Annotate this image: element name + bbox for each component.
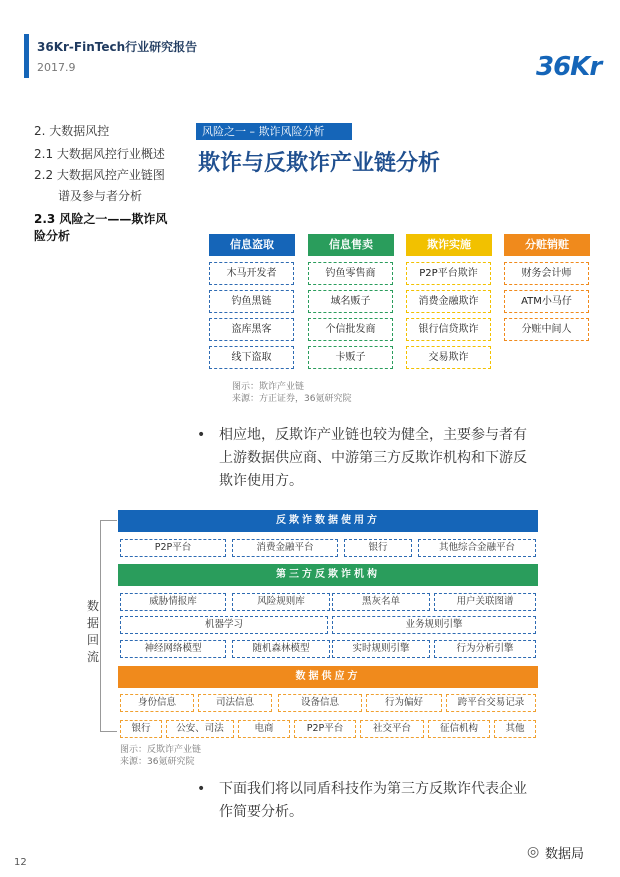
user-cell: 消费金融平台 xyxy=(232,539,338,557)
fraud-cell: P2P平台欺诈 xyxy=(406,262,491,285)
supplier-cell: 银行 xyxy=(120,720,162,738)
36kr-logo: 36Kr xyxy=(536,52,602,82)
figure-caption: 图示：反欺诈产业链 xyxy=(120,745,202,755)
user-cell: 银行 xyxy=(344,539,412,557)
agency-cell: 机器学习 xyxy=(120,616,328,634)
fraud-column-head: 欺诈实施 xyxy=(406,234,492,256)
figure-caption: 图示：欺诈产业链 xyxy=(232,382,305,392)
supplier-cell: 跨平台交易记录 xyxy=(446,694,536,712)
supplier-cell: 身份信息 xyxy=(120,694,194,712)
fraud-cell: 域名贩子 xyxy=(308,290,393,313)
bullet-line: 上游数据供应商、中游第三方反欺诈机构和下游反 xyxy=(219,450,527,466)
toc-item[interactable]: 2.1 大数据风控行业概述 xyxy=(34,147,165,161)
bullet-dot-icon: • xyxy=(197,427,206,443)
fraud-cell: 卡贩子 xyxy=(308,346,393,369)
fraud-cell: 分赃中间人 xyxy=(504,318,589,341)
toc-item-active[interactable]: 险分析 xyxy=(34,229,71,243)
agency-cell: 黑灰名单 xyxy=(332,593,430,611)
bullet-line: 作简要分析。 xyxy=(219,804,303,820)
section-tag: 风险之一 – 欺诈风险分析 xyxy=(196,123,352,140)
band-third-party: 第三方反欺诈机构 xyxy=(118,564,538,586)
agency-cell: 随机森林模型 xyxy=(232,640,330,658)
band-data-suppliers: 数据供应方 xyxy=(118,666,538,688)
bullet-paragraph xyxy=(197,778,547,824)
agency-cell: 实时规则引擎 xyxy=(332,640,430,658)
fraud-column-head: 信息盗取 xyxy=(209,234,295,256)
fraud-cell: 交易欺诈 xyxy=(406,346,491,369)
data-loop-label: 数 据 回 流 xyxy=(86,599,99,664)
wechat-account: 数据局 xyxy=(545,847,585,862)
wechat-icon: ◎ xyxy=(527,844,540,860)
user-cell: P2P平台 xyxy=(120,539,226,557)
fraud-cell: 消费金融欺诈 xyxy=(406,290,491,313)
data-loop-bracket xyxy=(100,520,117,732)
fraud-cell: 银行信贷欺诈 xyxy=(406,318,491,341)
fraud-cell: 钓鱼黑链 xyxy=(209,290,294,313)
fraud-cell: 盗库黑客 xyxy=(209,318,294,341)
header-accent-bar xyxy=(24,34,29,78)
supplier-cell: 行为偏好 xyxy=(366,694,442,712)
bullet-line: 欺诈使用方。 xyxy=(219,473,303,489)
fraud-cell: 财务会计师 xyxy=(504,262,589,285)
toc-item[interactable]: 2. 大数据风控 xyxy=(34,124,110,138)
page-number: 12 xyxy=(14,857,27,868)
agency-cell: 行为分析引擎 xyxy=(434,640,536,658)
report-title: 36Kr-FinTech行业研究报告 xyxy=(37,40,198,54)
agency-cell: 用户关联图谱 xyxy=(434,593,536,611)
bullet-line: 下面我们将以同盾科技作为第三方反欺诈代表企业 xyxy=(219,781,527,797)
agency-cell: 神经网络模型 xyxy=(120,640,226,658)
band-data-users: 反欺诈数据使用方 xyxy=(118,510,538,532)
bullet-line: 相应地，反欺诈产业链也较为健全，主要参与者有 xyxy=(219,427,527,443)
toc-item[interactable]: 谱及参与者分析 xyxy=(58,189,143,203)
agency-cell: 业务规则引擎 xyxy=(332,616,536,634)
supplier-cell: 公安、司法 xyxy=(166,720,234,738)
fraud-column-head: 分赃销赃 xyxy=(504,234,590,256)
fraud-cell: 线下盗取 xyxy=(209,346,294,369)
supplier-cell: 电商 xyxy=(238,720,290,738)
bullet-dot-icon: • xyxy=(197,781,206,797)
supplier-cell: 司法信息 xyxy=(198,694,272,712)
bullet-paragraph xyxy=(197,424,547,493)
toc-item-active[interactable]: 2.3 风险之一——欺诈风 xyxy=(34,212,168,226)
agency-cell: 威胁情报库 xyxy=(120,593,226,611)
fraud-cell: 木马开发者 xyxy=(209,262,294,285)
toc-item[interactable]: 2.2 大数据风控产业链图 xyxy=(34,168,165,182)
user-cell: 其他综合金融平台 xyxy=(418,539,536,557)
report-date: 2017.9 xyxy=(37,61,76,74)
supplier-cell: P2P平台 xyxy=(294,720,356,738)
figure-source: 来源：36氪研究院 xyxy=(120,757,195,767)
fraud-cell: 钓鱼零售商 xyxy=(308,262,393,285)
fraud-column-head: 信息售卖 xyxy=(308,234,394,256)
main-title: 欺诈与反欺诈产业链分析 xyxy=(198,151,441,176)
supplier-cell: 社交平台 xyxy=(360,720,424,738)
fraud-cell: ATM小马仔 xyxy=(504,290,589,313)
supplier-cell: 其他 xyxy=(494,720,536,738)
agency-cell: 风险规则库 xyxy=(232,593,330,611)
supplier-cell: 征信机构 xyxy=(428,720,490,738)
supplier-cell: 设备信息 xyxy=(278,694,362,712)
figure-source: 来源：方正证券，36氪研究院 xyxy=(232,394,352,404)
fraud-cell: 个信批发商 xyxy=(308,318,393,341)
